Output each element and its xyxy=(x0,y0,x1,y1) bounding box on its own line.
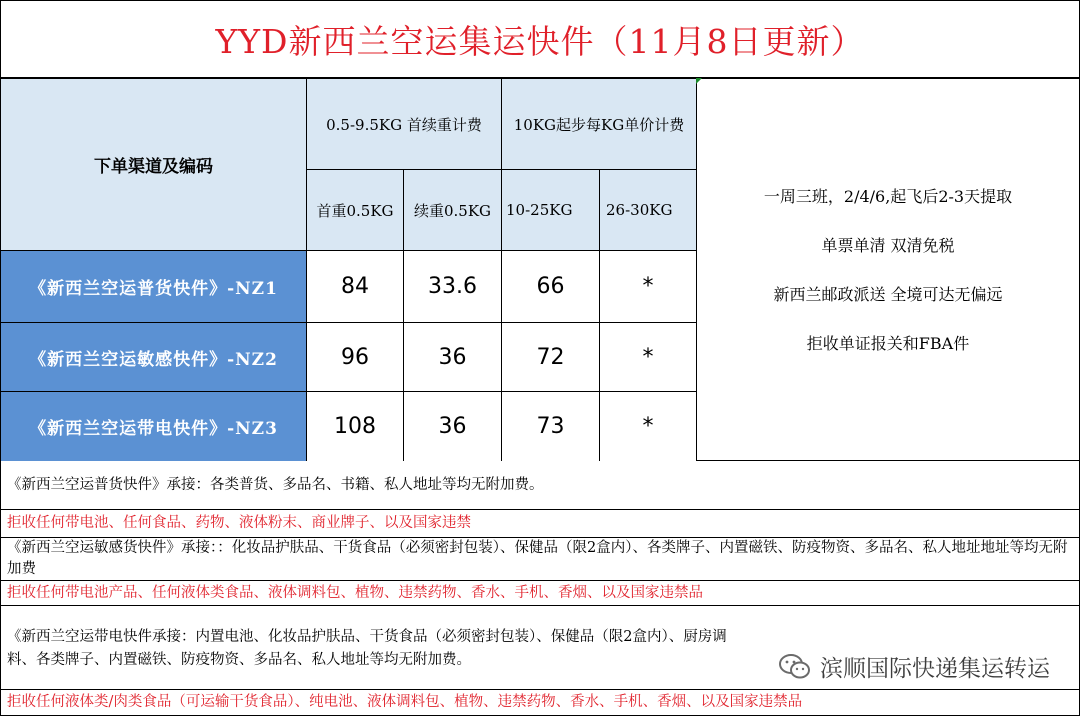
note-nz2-accept: 《新西兰空运敏感货快件》承接：：化妆品护肤品、干货食品（必须密封包装）、保健品（限2盒内）、各类牌子、内置磁铁、防疫物资、多品名、私人地址地址等均无附加费 xyxy=(0,538,1080,581)
price-nz3-extra: 36 xyxy=(403,391,502,462)
info-restriction: 拒收单证报关和FBA件 xyxy=(806,333,970,353)
service-info-panel xyxy=(696,78,1080,461)
channel-nz3: 《新西兰空运带电快件》-NZ3 xyxy=(0,391,307,462)
note-nz1-reject: 拒收任何带电池、任何食品、药物、液体粉末、商业牌子、以及国家违禁 xyxy=(0,510,1080,538)
price-nz2-26-30: * xyxy=(599,322,697,392)
price-nz1-extra: 33.6 xyxy=(403,250,502,323)
price-nz1-26-30: * xyxy=(599,250,697,323)
watermark-text: 滨顺国际快递集运转运 xyxy=(820,656,1050,682)
note-nz2-reject: 拒收任何带电池产品、任何液体类食品、液体调料包、植物、违禁药物、香水、手机、香烟、以及国家违禁品 xyxy=(0,581,1080,606)
price-nz3-10-25: 73 xyxy=(501,391,600,462)
note-nz3-accept: 《新西兰空运带电快件承接：内置电池、化妆品护肤品、干货食品（必须密封包装）、保健品（限2盒内）、厨房调料、各类牌子、内置磁铁、防疫物资、多品名、私人地址等均无附加费。 xyxy=(0,606,1080,690)
info-schedule: 一周三班，2/4/6,起飞后2-3天提取 xyxy=(763,186,1013,206)
price-nz2-first: 96 xyxy=(306,322,404,392)
price-nz1-10-25: 66 xyxy=(501,250,600,323)
note-nz3-reject: 拒收任何液体类/肉类食品（可运输干货食品）、纯电池、液体调料包、植物、违禁药物、香水、手机、香烟、以及国家违禁品 xyxy=(0,690,1080,716)
price-nz1-first: 84 xyxy=(306,250,404,323)
cell-comment-marker xyxy=(696,78,702,84)
info-delivery: 新西兰邮政派送 全境可达无偏远 xyxy=(773,284,1003,304)
channel-nz2: 《新西兰空运敏感快件》-NZ2 xyxy=(0,322,307,392)
group-header-per-kg: 10KG起步每KG单价计费 xyxy=(501,78,697,170)
info-clearance: 单票单清 双清免税 xyxy=(821,235,955,255)
col-header-26-30kg: 26-30KG xyxy=(599,169,697,251)
wechat-icon xyxy=(778,653,812,681)
price-nz3-first: 108 xyxy=(306,391,404,462)
price-nz3-26-30: * xyxy=(599,391,697,462)
col-header-extra-weight: 续重0.5KG xyxy=(403,169,502,251)
note-nz1-accept: 《新西兰空运普货快件》承接：各类普货、多品名、书籍、私人地址等均无附加费。 xyxy=(0,461,1080,510)
channel-header: 下单渠道及编码 xyxy=(0,78,307,251)
col-header-10-25kg: 10-25KG xyxy=(501,169,600,251)
price-nz2-extra: 36 xyxy=(403,322,502,392)
channel-nz1: 《新西兰空运普货快件》-NZ1 xyxy=(0,250,307,323)
watermark xyxy=(778,650,1050,683)
price-nz2-10-25: 72 xyxy=(501,322,600,392)
page-title: YYD新西兰空运集运快件（11月8日更新） xyxy=(0,0,1080,78)
col-header-first-weight: 首重0.5KG xyxy=(306,169,404,251)
group-header-first-extra: 0.5-9.5KG 首续重计费 xyxy=(306,78,502,170)
